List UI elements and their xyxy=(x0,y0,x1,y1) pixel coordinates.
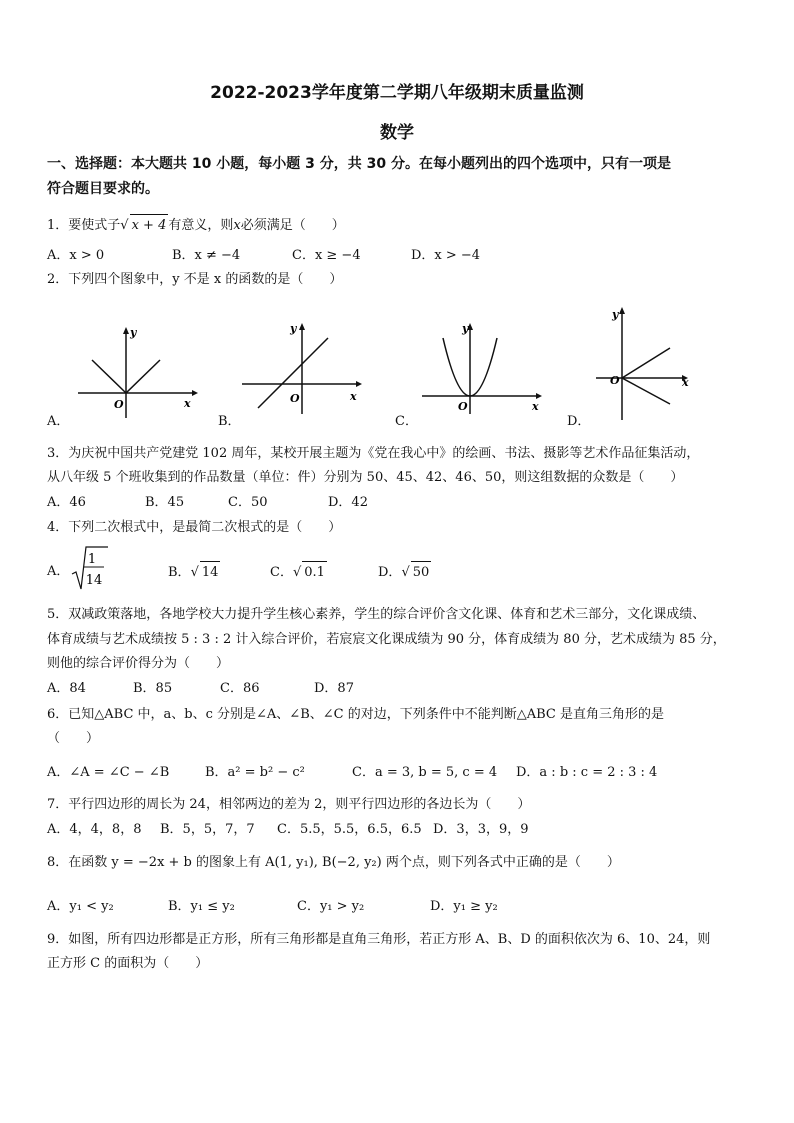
q4-option-b xyxy=(168,561,220,584)
q2-option-a: A． xyxy=(47,414,70,429)
graph-d-y-label: y xyxy=(612,308,619,321)
q4-c-radicand: 0.1 xyxy=(302,561,327,584)
question-8-stem: 8．在函数 y = −2x + b 的图象上有 A(1, y₁), B(−2, y₂) 两个点，则下列各式中正确的是（ ） xyxy=(47,855,620,870)
sqrt-sign: √ xyxy=(401,565,410,580)
q1-radicand: x + 4 xyxy=(130,214,169,237)
q2-option-d: D． xyxy=(567,414,591,429)
q7-option-c: C．5.5，5.5，6.5，6.5 xyxy=(277,822,422,837)
q1-option-a: A．x > 0 xyxy=(47,248,105,263)
graph-b-origin: O xyxy=(290,392,300,405)
graph-d-y-arrow xyxy=(619,307,625,314)
q4-option-a-fraction-sqrt xyxy=(70,544,110,592)
q1-option-c: C．x ≥ −4 xyxy=(292,248,361,263)
q5-option-b: B．85 xyxy=(133,681,173,696)
graph-c-y-label: y xyxy=(462,322,469,335)
question-6-line2: （ ） xyxy=(47,731,100,746)
sqrt-sign: √ xyxy=(120,218,129,233)
graph-b xyxy=(238,318,368,418)
q7-option-b: B．5，5，7，7 xyxy=(160,822,255,837)
question-5-line3: 则他的综合评价得分为（ ） xyxy=(47,656,230,671)
graph-b-x-arrow xyxy=(356,381,362,387)
q1-var: x xyxy=(233,218,241,233)
q2-option-c: C． xyxy=(395,414,418,429)
question-5-line1: 5．双减政策落地，各地学校大力提升学生核心素养，学生的综合评价含文化课、体育和艺术三部分，文化课成绩、 xyxy=(47,607,706,622)
graph-d-lower-ray xyxy=(622,378,670,404)
q8-option-c: C．y₁ > y₂ xyxy=(297,899,365,914)
graph-a-origin: O xyxy=(114,398,124,411)
q1-stem-pre: 1．要使式子 xyxy=(47,218,121,233)
q1-option-b: B．x ≠ −4 xyxy=(172,248,241,263)
q5-option-d: D．87 xyxy=(314,681,354,696)
q4-option-d xyxy=(378,561,431,584)
q4-option-c-label: C． xyxy=(270,565,293,580)
q6-option-a: A．∠A = ∠C − ∠B xyxy=(47,765,170,780)
q5-option-c: C．86 xyxy=(220,681,260,696)
subject-title: 数学 xyxy=(380,123,414,143)
q4-a-numerator: 1 xyxy=(87,552,97,567)
graph-d-origin: O xyxy=(610,374,620,387)
q3-option-b: B．45 xyxy=(145,495,185,510)
section-heading-line2: 符合题目要求的。 xyxy=(47,181,159,197)
graph-b-y-label: y xyxy=(290,322,297,335)
q7-option-a: A．4，4，8，8 xyxy=(47,822,142,837)
q8-option-b: B．y₁ ≤ y₂ xyxy=(168,899,235,914)
q4-d-radicand: 50 xyxy=(411,561,432,584)
graph-c-x-label: x xyxy=(532,400,539,413)
question-9-line2: 正方形 C 的面积为（ ） xyxy=(47,956,209,971)
q3-option-a: A．46 xyxy=(47,495,86,510)
graph-a-right-branch xyxy=(126,360,160,393)
graph-d xyxy=(594,304,704,424)
graph-c xyxy=(418,318,548,418)
q5-option-a: A．84 xyxy=(47,681,86,696)
graph-c-origin: O xyxy=(458,400,468,413)
question-4-stem: 4．下列二次根式中，是最简二次根式的是（ ） xyxy=(47,520,342,535)
q3-option-d: D．42 xyxy=(328,495,368,510)
sqrt-sign: √ xyxy=(190,565,199,580)
page-title: 2022-2023学年度第二学期八年级期末质量监测 xyxy=(210,83,584,103)
graph-d-x-label: x xyxy=(682,376,689,389)
q7-option-d: D．3，3，9，9 xyxy=(433,822,529,837)
question-3-line2: 从八年级 5 个班收集到的作品数量（单位：件）分别为 50、45、42、46、50，则这组数据的众数是（ ） xyxy=(47,470,684,485)
section-heading-line1: 一、选择题：本大题共 10 小题，每小题 3 分，共 30 分。在每小题列出的四个选项中，只有一项是 xyxy=(47,156,671,172)
q1-stem-end: 必须满足（ ） xyxy=(240,218,345,233)
q3-option-c: C．50 xyxy=(228,495,268,510)
question-7-stem: 7．平行四边形的周长为 24，相邻两边的差为 2，则平行四边形的各边长为（ ） xyxy=(47,797,531,812)
question-2-stem: 2．下列四个图象中，y 不是 x 的函数的是（ ） xyxy=(47,272,343,287)
q1-stem-post: 有意义，则 xyxy=(168,218,234,233)
q4-option-d-label: D． xyxy=(378,565,402,580)
q6-option-c: C．a = 3, b = 5, c = 4 xyxy=(352,765,498,780)
q4-option-c xyxy=(270,561,327,584)
question-1-stem xyxy=(47,214,345,237)
graph-a-left-branch xyxy=(92,360,126,393)
question-6-line1: 6．已知△ABC 中，a、b、c 分别是∠A、∠B、∠C 的对边，下列条件中不能判断△ABC 是直角三角形的是 xyxy=(47,707,664,722)
q2-option-b: B． xyxy=(218,414,241,429)
q4-option-b-label: B． xyxy=(168,565,191,580)
graph-b-y-arrow xyxy=(299,323,305,330)
q4-b-radicand: 14 xyxy=(200,561,221,584)
graph-c-x-arrow xyxy=(536,393,542,399)
question-9-line1: 9．如图，所有四边形都是正方形，所有三角形都是直角三角形，若正方形 A、B、D 的面积依次为 6、10、24，则 xyxy=(47,932,711,947)
q8-option-a: A．y₁ < y₂ xyxy=(47,899,114,914)
graph-a-x-arrow xyxy=(192,390,198,396)
graph-a xyxy=(74,322,204,422)
q6-option-d: D．a : b : c = 2 : 3 : 4 xyxy=(516,765,658,780)
graph-a-x-label: x xyxy=(184,397,191,410)
graph-a-y-arrow xyxy=(123,327,129,334)
graph-a-y-label: y xyxy=(130,326,137,339)
graph-d-upper-ray xyxy=(622,348,670,378)
question-3-line1: 3．为庆祝中国共产党建党 102 周年，某校开展主题为《党在我心中》的绘画、书法、摄影等艺术作品征集活动， xyxy=(47,446,700,461)
q6-option-b: B．a² = b² − c² xyxy=(205,765,305,780)
q8-option-d: D．y₁ ≥ y₂ xyxy=(430,899,498,914)
q4-option-a-label: A． xyxy=(47,564,70,579)
question-5-line2: 体育成绩与艺术成绩按 5 : 3 : 2 计入综合评价，若宸宸文化课成绩为 90 分，体育成绩为 80 分，艺术成绩为 85 分， xyxy=(47,632,726,647)
q4-a-denominator: 14 xyxy=(85,573,103,588)
q1-option-d: D．x > −4 xyxy=(411,248,481,263)
sqrt-sign: √ xyxy=(292,565,302,580)
graph-b-x-label: x xyxy=(350,390,357,403)
